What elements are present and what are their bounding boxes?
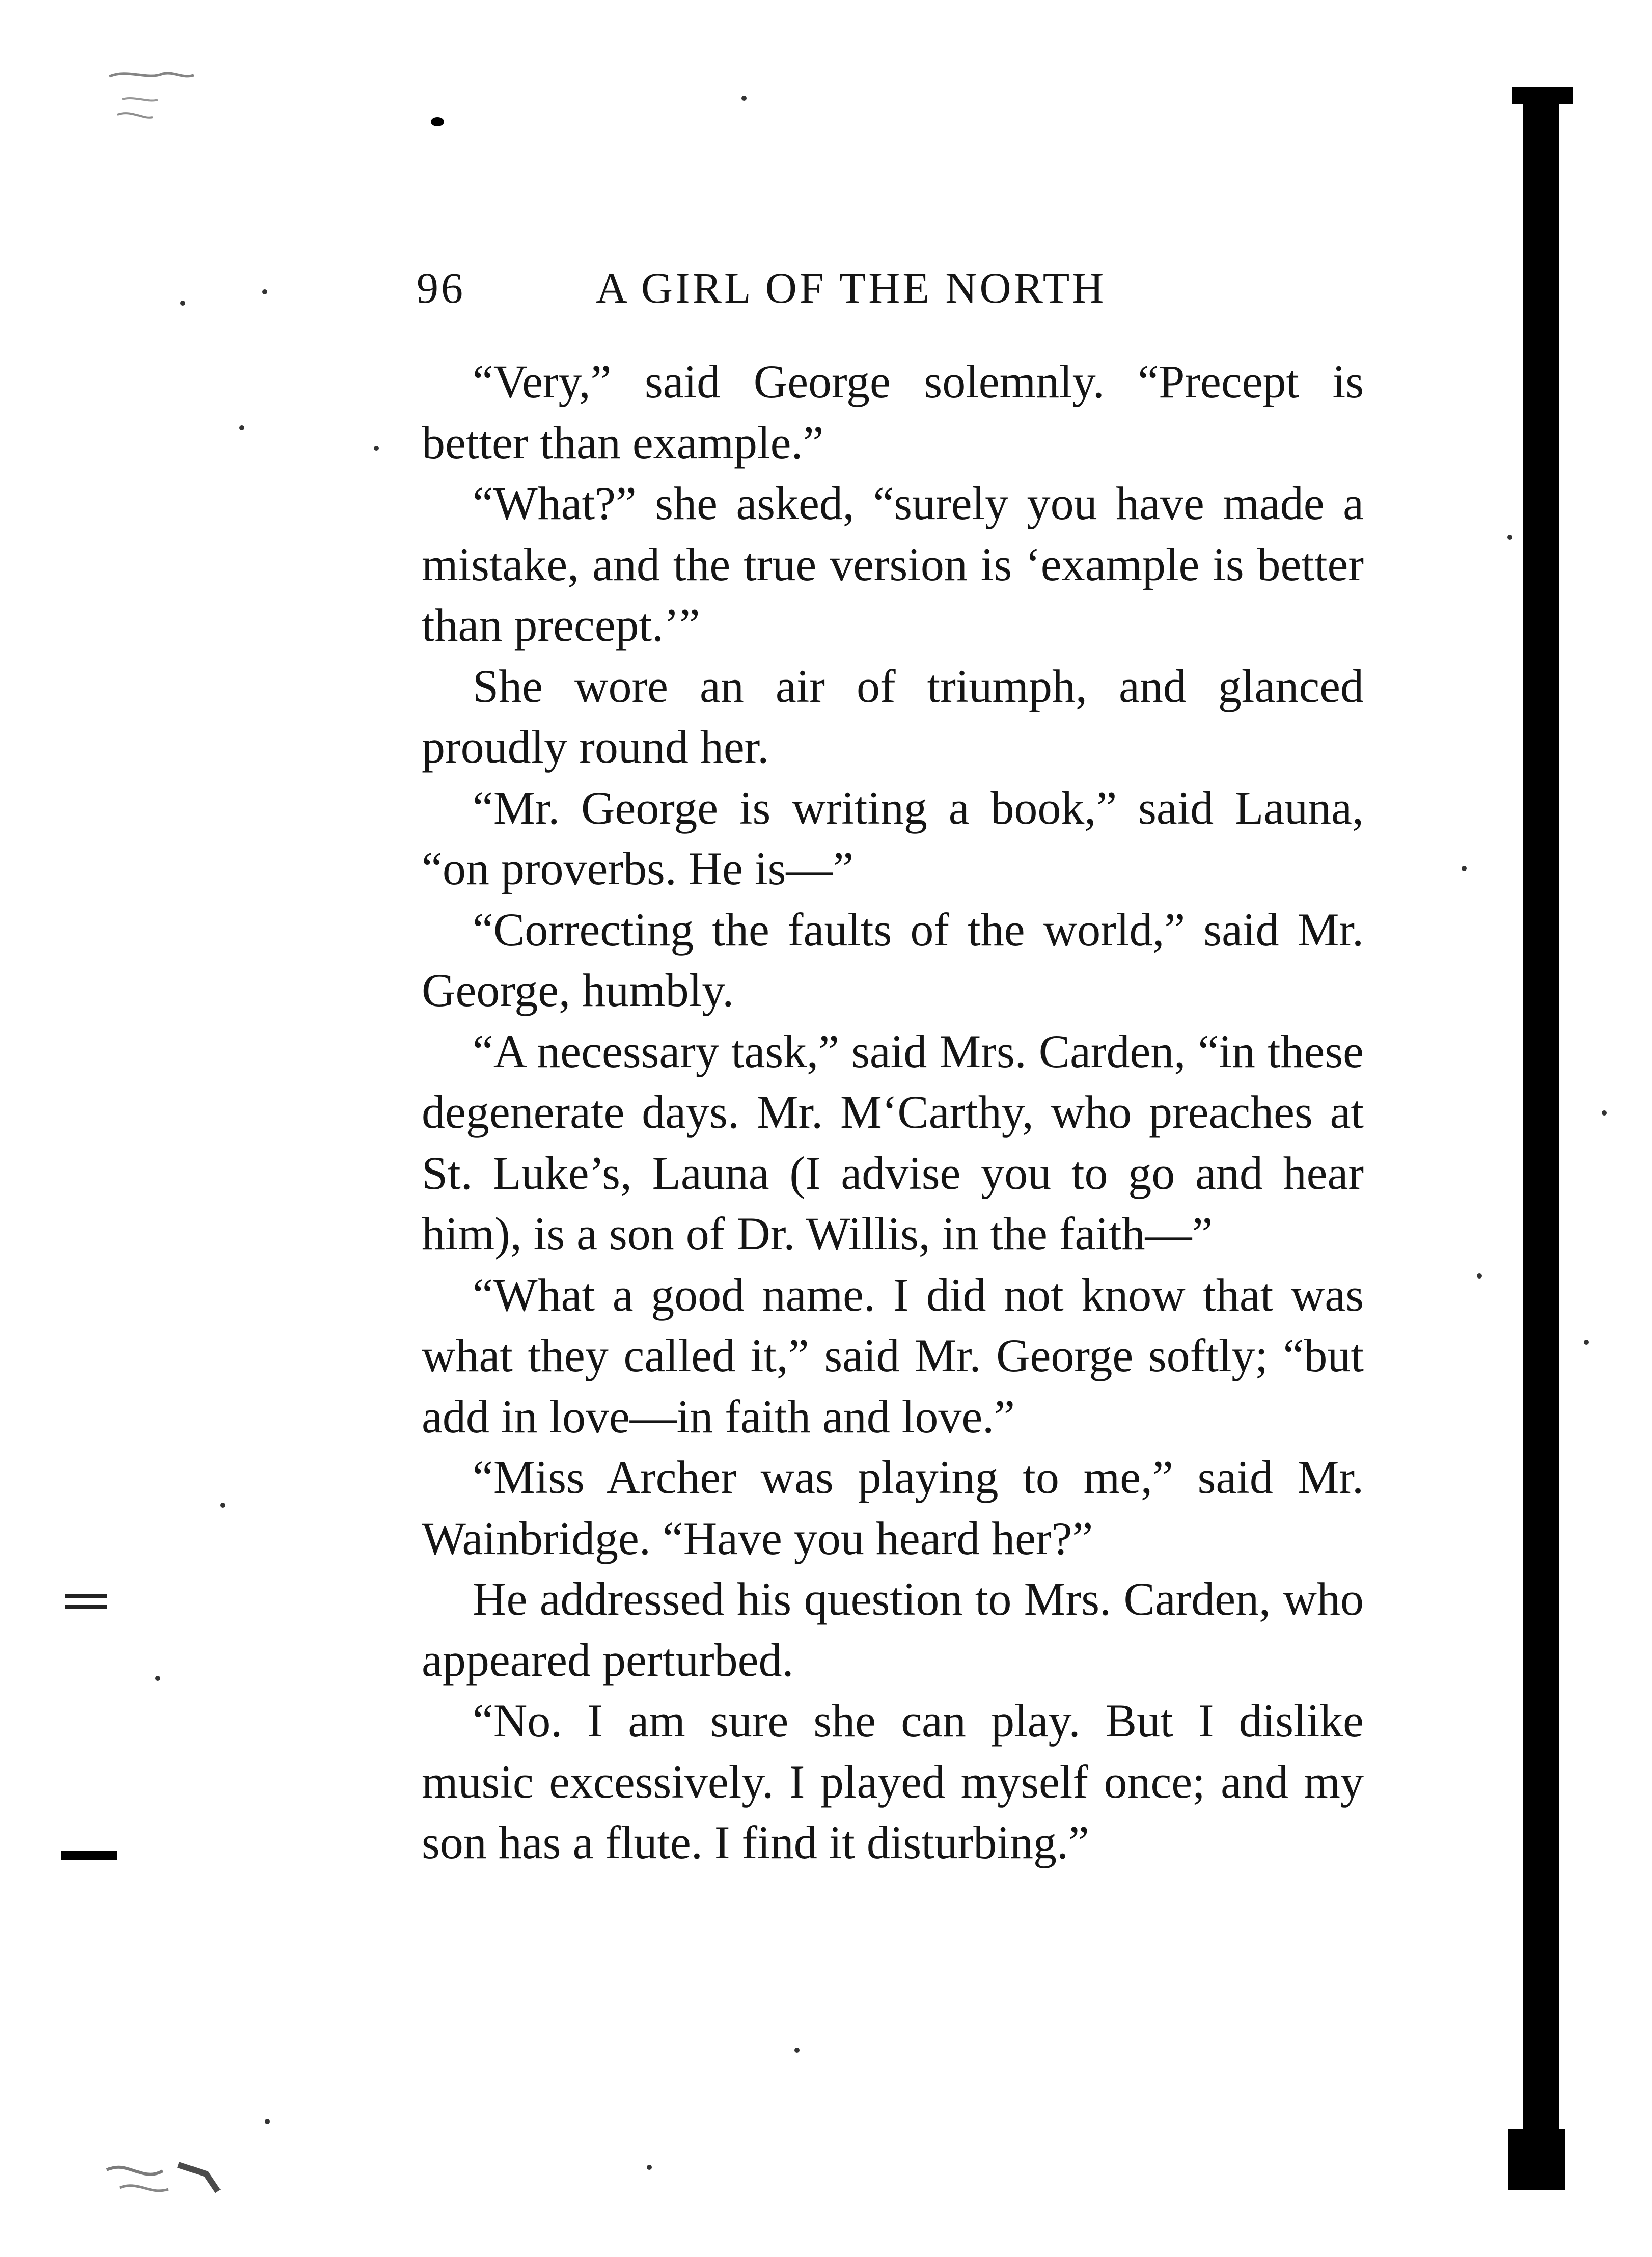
margin-speck [1602,1110,1607,1116]
margin-speck [1477,1273,1482,1279]
left-margin-double-line-mark [65,1594,107,1598]
left-margin-double-line-mark-lower [65,1605,107,1609]
paragraph-6: “A necessary task,” said Mrs. Carden, “in these degenerate days. Mr. M‘Carthy, who preaches at St. Luke’s, Launa (I advise you to go and hear him), is a son of Dr. Willis, in the faith—” [422,1025,1364,1260]
paragraph-5: “Correcting the faults of the world,” said Mr. George, humbly. [422,903,1364,1016]
body-text [422,351,1364,1873]
margin-speck [1462,866,1467,871]
paragraph-3: She wore an air of triumph, and glanced proudly round her. [422,660,1364,773]
margin-speck [1584,1340,1589,1345]
scan-spine-edge [1523,87,1559,2175]
paragraph-7: “What a good name. I did not know that was what they called it,” said Mr. George softly; “but add in love—in faith and love.” [422,1268,1364,1443]
margin-speck [647,2165,652,2170]
page-number: 96 [417,263,465,312]
margin-speck [220,1503,225,1508]
paragraph-8: “Miss Archer was playing to me,” said Mr. Wainbridge. “Have you heard her?” [422,1451,1364,1564]
running-title: A GIRL OF THE NORTH [596,263,1107,312]
margin-speck [155,1676,160,1681]
paragraph-9: He addressed his question to Mrs. Carden, who appeared perturbed. [422,1573,1364,1686]
page-header [417,257,1211,318]
left-margin-bold-mark [61,1851,117,1860]
margin-speck [374,446,379,451]
margin-speck [265,2119,270,2124]
paragraph-2: “What?” she asked, “surely you have made a mistake, and the true version is ‘example is better than precept.’” [422,477,1364,651]
margin-speck [239,425,244,430]
scan-spine-bottom [1508,2129,1565,2190]
margin-speck [1507,535,1512,540]
margin-speck [262,289,267,294]
margin-speck [431,117,444,126]
corner-smudge-icon [107,66,229,122]
paragraph-4: “Mr. George is writing a book,” said Launa, “on proverbs. He is—” [422,781,1364,894]
margin-speck [741,96,747,101]
margin-speck [180,301,185,306]
paragraph-1: “Very,” said George solemnly. “Precept is better than example.” [422,356,1364,469]
margin-speck [794,2048,800,2053]
bottom-smudge-icon [102,2129,250,2200]
paragraph-10: “No. I am sure she can play. But I dislike music excessively. I played myself once; and my son has a flute. I find it disturbing.” [422,1695,1364,1868]
